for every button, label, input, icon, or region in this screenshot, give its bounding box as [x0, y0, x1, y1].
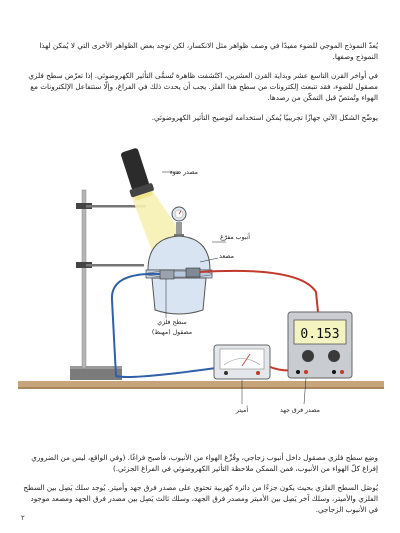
page-number: ٢: [21, 514, 25, 522]
knob-right: [328, 350, 340, 362]
light-source-label: مصدر ضوء: [169, 169, 198, 176]
anode-plate: [186, 268, 200, 277]
photoelectric-paragraph: في أواخر القرن التاسع عشر وبداية القرن العشرين، اكتُشفت ظاهرة تُسمَّى التأثير الكهروضوئي. إذا تعرّض سطح فلزي مصقول للضوء، فقد تنبعث إلكترونات من سطح هذا الفلز. يجب أن يحدث ذلك في الفراغ، وإلّا ستتفاعل الإلكترونات مع الهواء وتُمتصّ قبل التمكّن من رصدها.: [28, 71, 378, 103]
voltage-source-label: مصدر فرق جهد: [280, 407, 320, 414]
procedure-paragraph-1: وضِع سطح فلزي مصقول داخل أنبوب زجاجي، وفُرِّغ الهواء من الأنبوب، فأصبح فراغًا. (وفي الواقع، ليس من الضروري إفراغ كلّ الهواء من الأنبوب، فمن الممكن ملاحظة التأثير الكهروضوئي في الفراغ الجزئي.): [31, 453, 378, 474]
vacuum-tube: [146, 236, 212, 314]
stand-rod: [82, 190, 86, 368]
wire-red-to-anode: [200, 271, 318, 312]
light-source: [117, 147, 155, 202]
knob-left: [302, 350, 314, 362]
ammeter-label: أميتر: [235, 407, 249, 414]
metal-surface-label-1: سطح فلزي: [157, 319, 187, 326]
intro-paragraph: يُعدّ النموذج الموجي للضوء مفيدًا في وصف ظواهر مثل الانكسار، لكن توجد بعض الظواهر الأخرى التي لا يُمكن لهذا النموذج وصفها.: [39, 41, 378, 62]
table-surface: [18, 381, 384, 387]
experiment-figure: [0, 130, 400, 430]
cathode-plate: [160, 270, 174, 279]
procedure-paragraph-2: يُوصَل السطح الفلزي بحيث يكون جزءًا من دائرة كهربية تحتوي على مصدر فرق جهد وأميتر. يُوجد سلك يَصِل بين السطح الفلزي والأميتر، وسلك آخر يَصِل بين الأميتر ومصدر فرق الجهد، وسلك ثالث يَصِل بين مصدر فرق الجهد ومصعد موجود في الأنبوب الزجاجي.: [23, 483, 378, 515]
anode-label: مصعد: [219, 253, 234, 260]
metal-surface-label-2: مصقول (مهبط): [151, 329, 193, 336]
voltage-source: [288, 312, 352, 378]
figure-intro-paragraph: يوضّح الشكل الآتي جهازًا تجريبيًا يُمكن استخدامه لتوضيح التأثير الكهروضوئي.: [151, 113, 378, 123]
meter-reading: 0.153: [300, 327, 340, 342]
ammeter: [214, 345, 270, 379]
vacuum-tube-label: أنبوب مفرّغ: [220, 234, 250, 241]
tube-valve-stem: [176, 222, 182, 236]
